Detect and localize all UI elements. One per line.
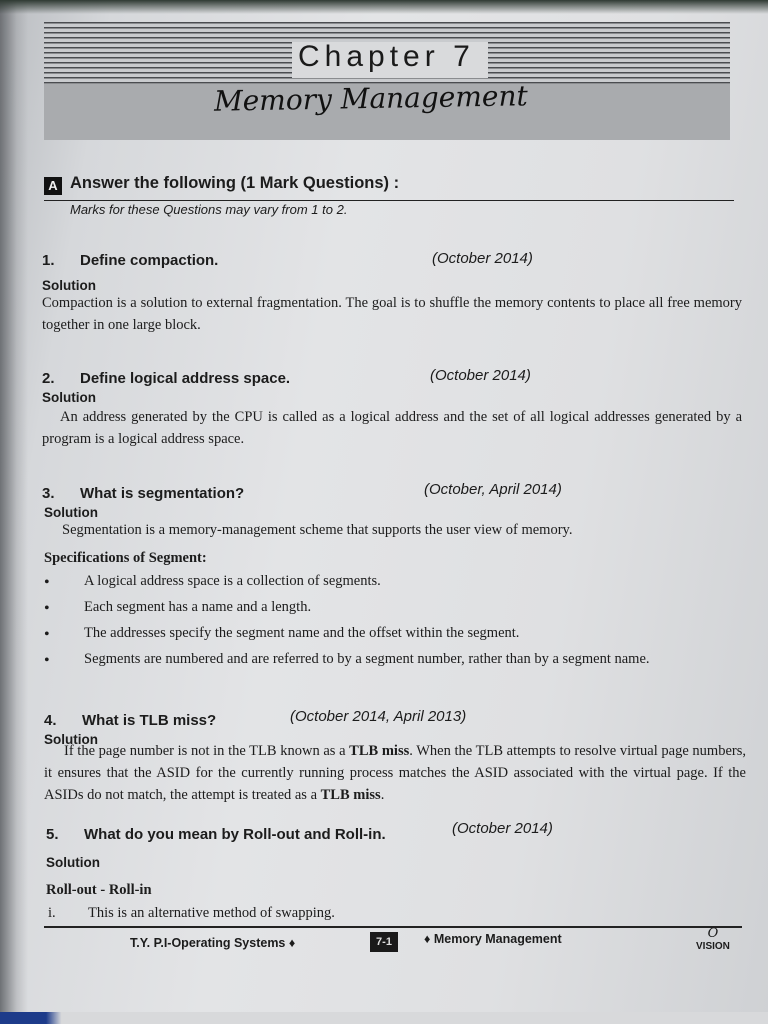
logo-text: VISION xyxy=(696,941,730,952)
specifications-heading: Specifications of Segment: xyxy=(44,550,207,566)
question-number: 5. xyxy=(46,826,59,843)
question-number: 3. xyxy=(42,485,55,502)
question-date: (October 2014, April 2013) xyxy=(290,708,467,725)
question-date: (October 2014) xyxy=(452,820,553,837)
footer-rule xyxy=(44,926,742,928)
question-title: What is segmentation? xyxy=(80,485,245,502)
question-number: 4. xyxy=(44,712,57,729)
solution-label: Solution xyxy=(44,732,98,747)
chapter-number: Chapter 7 xyxy=(298,40,475,73)
bold-term: TLB miss xyxy=(349,743,410,759)
question-number: 2. xyxy=(42,370,55,387)
bullet-icon: • xyxy=(44,652,50,669)
section-badge: A xyxy=(44,177,62,195)
answer-text xyxy=(44,740,746,806)
publisher-logo xyxy=(696,926,730,952)
answer-text: Segmentation is a memory-management scheme that supports the user view of memory. xyxy=(62,522,573,538)
question-4 xyxy=(44,712,216,729)
question-3 xyxy=(42,485,244,502)
question-date: (October 2014) xyxy=(430,367,531,384)
rollout-rollin-heading: Roll-out - Roll-in xyxy=(46,882,152,898)
section-note: Marks for these Questions may vary from 1 to 2. xyxy=(70,202,348,217)
page-shadow xyxy=(0,0,28,1024)
item-text: This is an alternative method of swapping. xyxy=(88,905,335,921)
bullet-item: A logical address space is a collection of segments. xyxy=(84,573,381,589)
question-title: What is TLB miss? xyxy=(82,712,217,729)
question-title: Define compaction. xyxy=(80,252,219,269)
section-title: Answer the following (1 Mark Questions) : xyxy=(70,174,400,192)
bullet-icon: • xyxy=(44,574,50,591)
page-number: 7-1 xyxy=(370,932,398,952)
answer-text-part: If the page number is not in the TLB known as a xyxy=(64,743,350,759)
solution-label: Solution xyxy=(44,505,98,520)
bullet-icon: • xyxy=(44,626,50,643)
question-title: What do you mean by Roll-out and Roll-in. xyxy=(84,826,386,843)
question-2 xyxy=(42,370,290,387)
question-date: (October 2014) xyxy=(432,250,533,267)
top-edge xyxy=(0,0,768,14)
solution-label: Solution xyxy=(42,278,96,293)
question-date: (October, April 2014) xyxy=(424,481,562,498)
bold-term: TLB miss xyxy=(320,787,381,803)
answer-text-part: . When the TLB attempts to resolve virtual page numbers, it ensures that the ASID for the currently running process matches the ASID associated with the virtual page. If the ASIDs do not match, the attempt is treated as a xyxy=(44,743,746,803)
bottom-edge xyxy=(0,1012,768,1024)
bullet-item: Segments are numbered and are referred to by a segment number, rather than by a segment name. xyxy=(84,651,650,667)
question-5 xyxy=(46,826,386,843)
answer-text: An address generated by the CPU is called as a logical address and the set of all logical addresses generated by a program is a logical address space. xyxy=(42,409,742,447)
logo-mark: O xyxy=(707,926,719,941)
answer-text-part: . xyxy=(380,787,385,803)
footer-book-title: T.Y. P.I-Operating Systems ♦ xyxy=(130,936,296,950)
footer-chapter-name: ♦ Memory Management xyxy=(424,932,562,946)
chapter-title: Memory Management xyxy=(213,79,529,118)
answer-text: Compaction is a solution to external fragmentation. The goal is to shuffle the memory contents to place all free memory together in one large block. xyxy=(42,295,742,333)
solution-label: Solution xyxy=(42,390,96,405)
solution-label: Solution xyxy=(46,855,100,870)
bullet-item: Each segment has a name and a length. xyxy=(84,599,312,615)
question-title: Define logical address space. xyxy=(80,370,291,387)
question-number: 1. xyxy=(42,252,55,269)
bullet-item: The addresses specify the segment name and the offset within the segment. xyxy=(84,625,520,641)
question-1 xyxy=(42,252,218,269)
item-number: i. xyxy=(48,905,56,921)
bullet-icon: • xyxy=(44,600,50,617)
